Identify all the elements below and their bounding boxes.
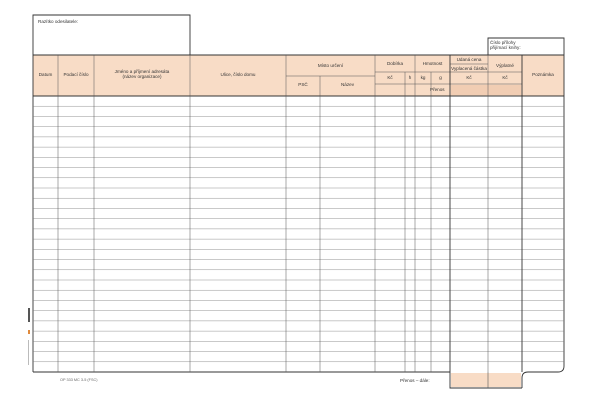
header-misto-urceni: Místo určení	[317, 63, 344, 68]
header-jmeno	[94, 69, 190, 80]
header-jmeno-line1: Jméno a příjmení adresáta	[114, 69, 170, 74]
header-hmotnost-kg: kg	[420, 75, 426, 80]
header-poznamka: Poznámka	[532, 72, 554, 77]
header-udana-cena: Udaná cena	[456, 57, 482, 62]
header-udana-kc: Kč	[466, 75, 472, 80]
sender-stamp-label: Razítko odesilatele:	[38, 19, 79, 24]
header-hmotnost: Hmotnost	[422, 61, 443, 66]
header-vyplatne: Výplatné	[496, 63, 514, 68]
header-vyplacena-castka: Vyplacená částka	[451, 66, 487, 71]
header-prenos: Přenos	[430, 87, 445, 92]
header-vyplatne-kc: Kč	[502, 75, 508, 80]
receipt-number-label	[490, 40, 521, 51]
receipt-label-line2: přijímací knihy:	[490, 45, 521, 51]
receipt-label-line1: Číslo přílohy	[490, 40, 516, 45]
header-podaci-cislo: Podací číslo	[63, 72, 89, 77]
header-dobirka: Dobírka	[386, 61, 404, 66]
printer-mark	[28, 300, 31, 372]
header-nazev: Název	[340, 82, 355, 87]
header-ulice: Ulice, číslo domu	[220, 72, 256, 77]
header-psc: PSČ	[298, 82, 308, 87]
form-code: OP 333 MC 3-5 (FSC)	[60, 378, 98, 382]
footer-prenos-dale: Přenos – dále:	[400, 378, 430, 383]
header-dobirka-h: h	[408, 75, 412, 80]
header-jmeno-line2: (název organizace)	[122, 74, 162, 80]
header-hmotnost-g: g	[439, 75, 442, 80]
header-datum: Datum	[38, 72, 53, 77]
header-dobirka-kc: Kč	[387, 75, 393, 80]
